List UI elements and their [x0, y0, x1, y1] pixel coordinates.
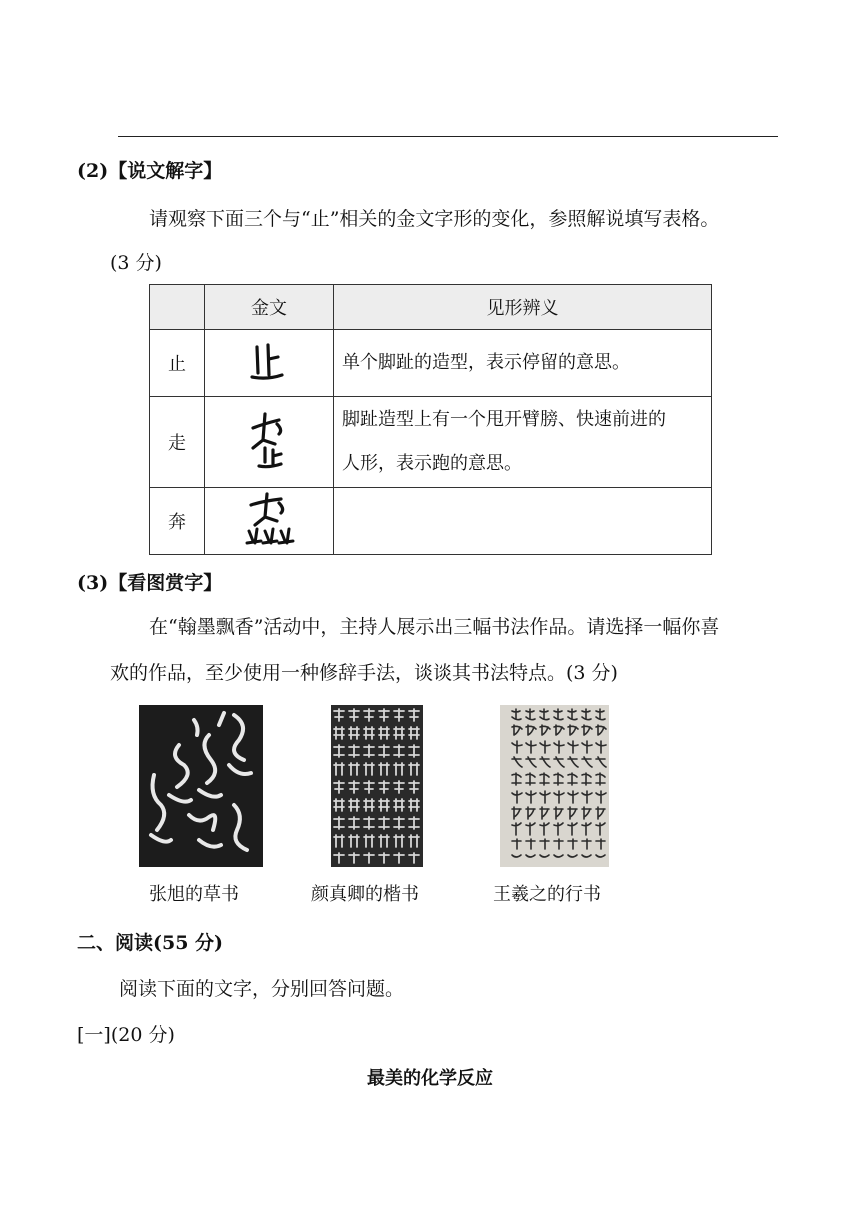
- row-explanation: [334, 397, 712, 488]
- part2-heading: 二、阅读(55 分): [77, 932, 224, 954]
- explanation-line: 脚趾造型上有一个甩开臂膀、快速前进的: [342, 409, 666, 430]
- section2-score: (3 分): [110, 252, 162, 274]
- character-table: [149, 284, 712, 555]
- row-explanation: [334, 330, 712, 397]
- part2-sub-heading: [一](20 分): [77, 1024, 175, 1046]
- zou-glyph-icon: [249, 410, 289, 470]
- section3-heading: (3)【看图赏字】: [77, 572, 223, 594]
- caption-yanzhenqing: 颜真卿的楷书: [311, 884, 419, 905]
- table-row: [150, 330, 712, 397]
- zou-glyph-cell: [205, 397, 334, 488]
- ben-glyph-cell: [205, 488, 334, 555]
- section3-instruction-2: 欢的作品，至少使用一种修辞手法，谈谈其书法特点。(3 分): [110, 662, 618, 684]
- wangxizhi-calligraphy-image: [500, 705, 609, 867]
- zhi-glyph-icon: [249, 339, 289, 383]
- explanation-line: 人形，表示跑的意思。: [342, 453, 522, 474]
- table-header-row: [150, 285, 712, 330]
- caption-zhangxu: 张旭的草书: [149, 884, 239, 905]
- ben-glyph-icon: [243, 491, 295, 547]
- caption-wangxizhi: 王羲之的行书: [493, 884, 601, 905]
- top-rule: [118, 136, 778, 137]
- zhangxu-calligraphy-image: [139, 705, 263, 867]
- part2-instruction: 阅读下面的文字，分别回答问题。: [119, 978, 405, 1000]
- row-char: 走: [150, 397, 205, 488]
- table-header-blank: [150, 285, 205, 330]
- table-row: [150, 488, 712, 555]
- section2-instruction: 请观察下面三个与“止”相关的金文字形的变化，参照解说填写表格。: [149, 208, 720, 230]
- table-row: [150, 397, 712, 488]
- article-title: 最美的化学反应: [367, 1068, 493, 1089]
- table-header-meaning: 见形辨义: [334, 285, 712, 330]
- zhi-glyph-cell: [205, 330, 334, 397]
- row-char: 奔: [150, 488, 205, 555]
- row-explanation-blank: [334, 488, 712, 555]
- table-header-jinwen: 金文: [205, 285, 334, 330]
- explanation-line: 单个脚趾的造型，表示停留的意思。: [342, 352, 630, 373]
- yanzhenqing-calligraphy-image: [331, 705, 423, 867]
- section3-instruction-1: 在“翰墨飘香”活动中，主持人展示出三幅书法作品。请选择一幅你喜: [149, 616, 720, 638]
- section2-heading: (2)【说文解字】: [77, 160, 223, 182]
- row-char: 止: [150, 330, 205, 397]
